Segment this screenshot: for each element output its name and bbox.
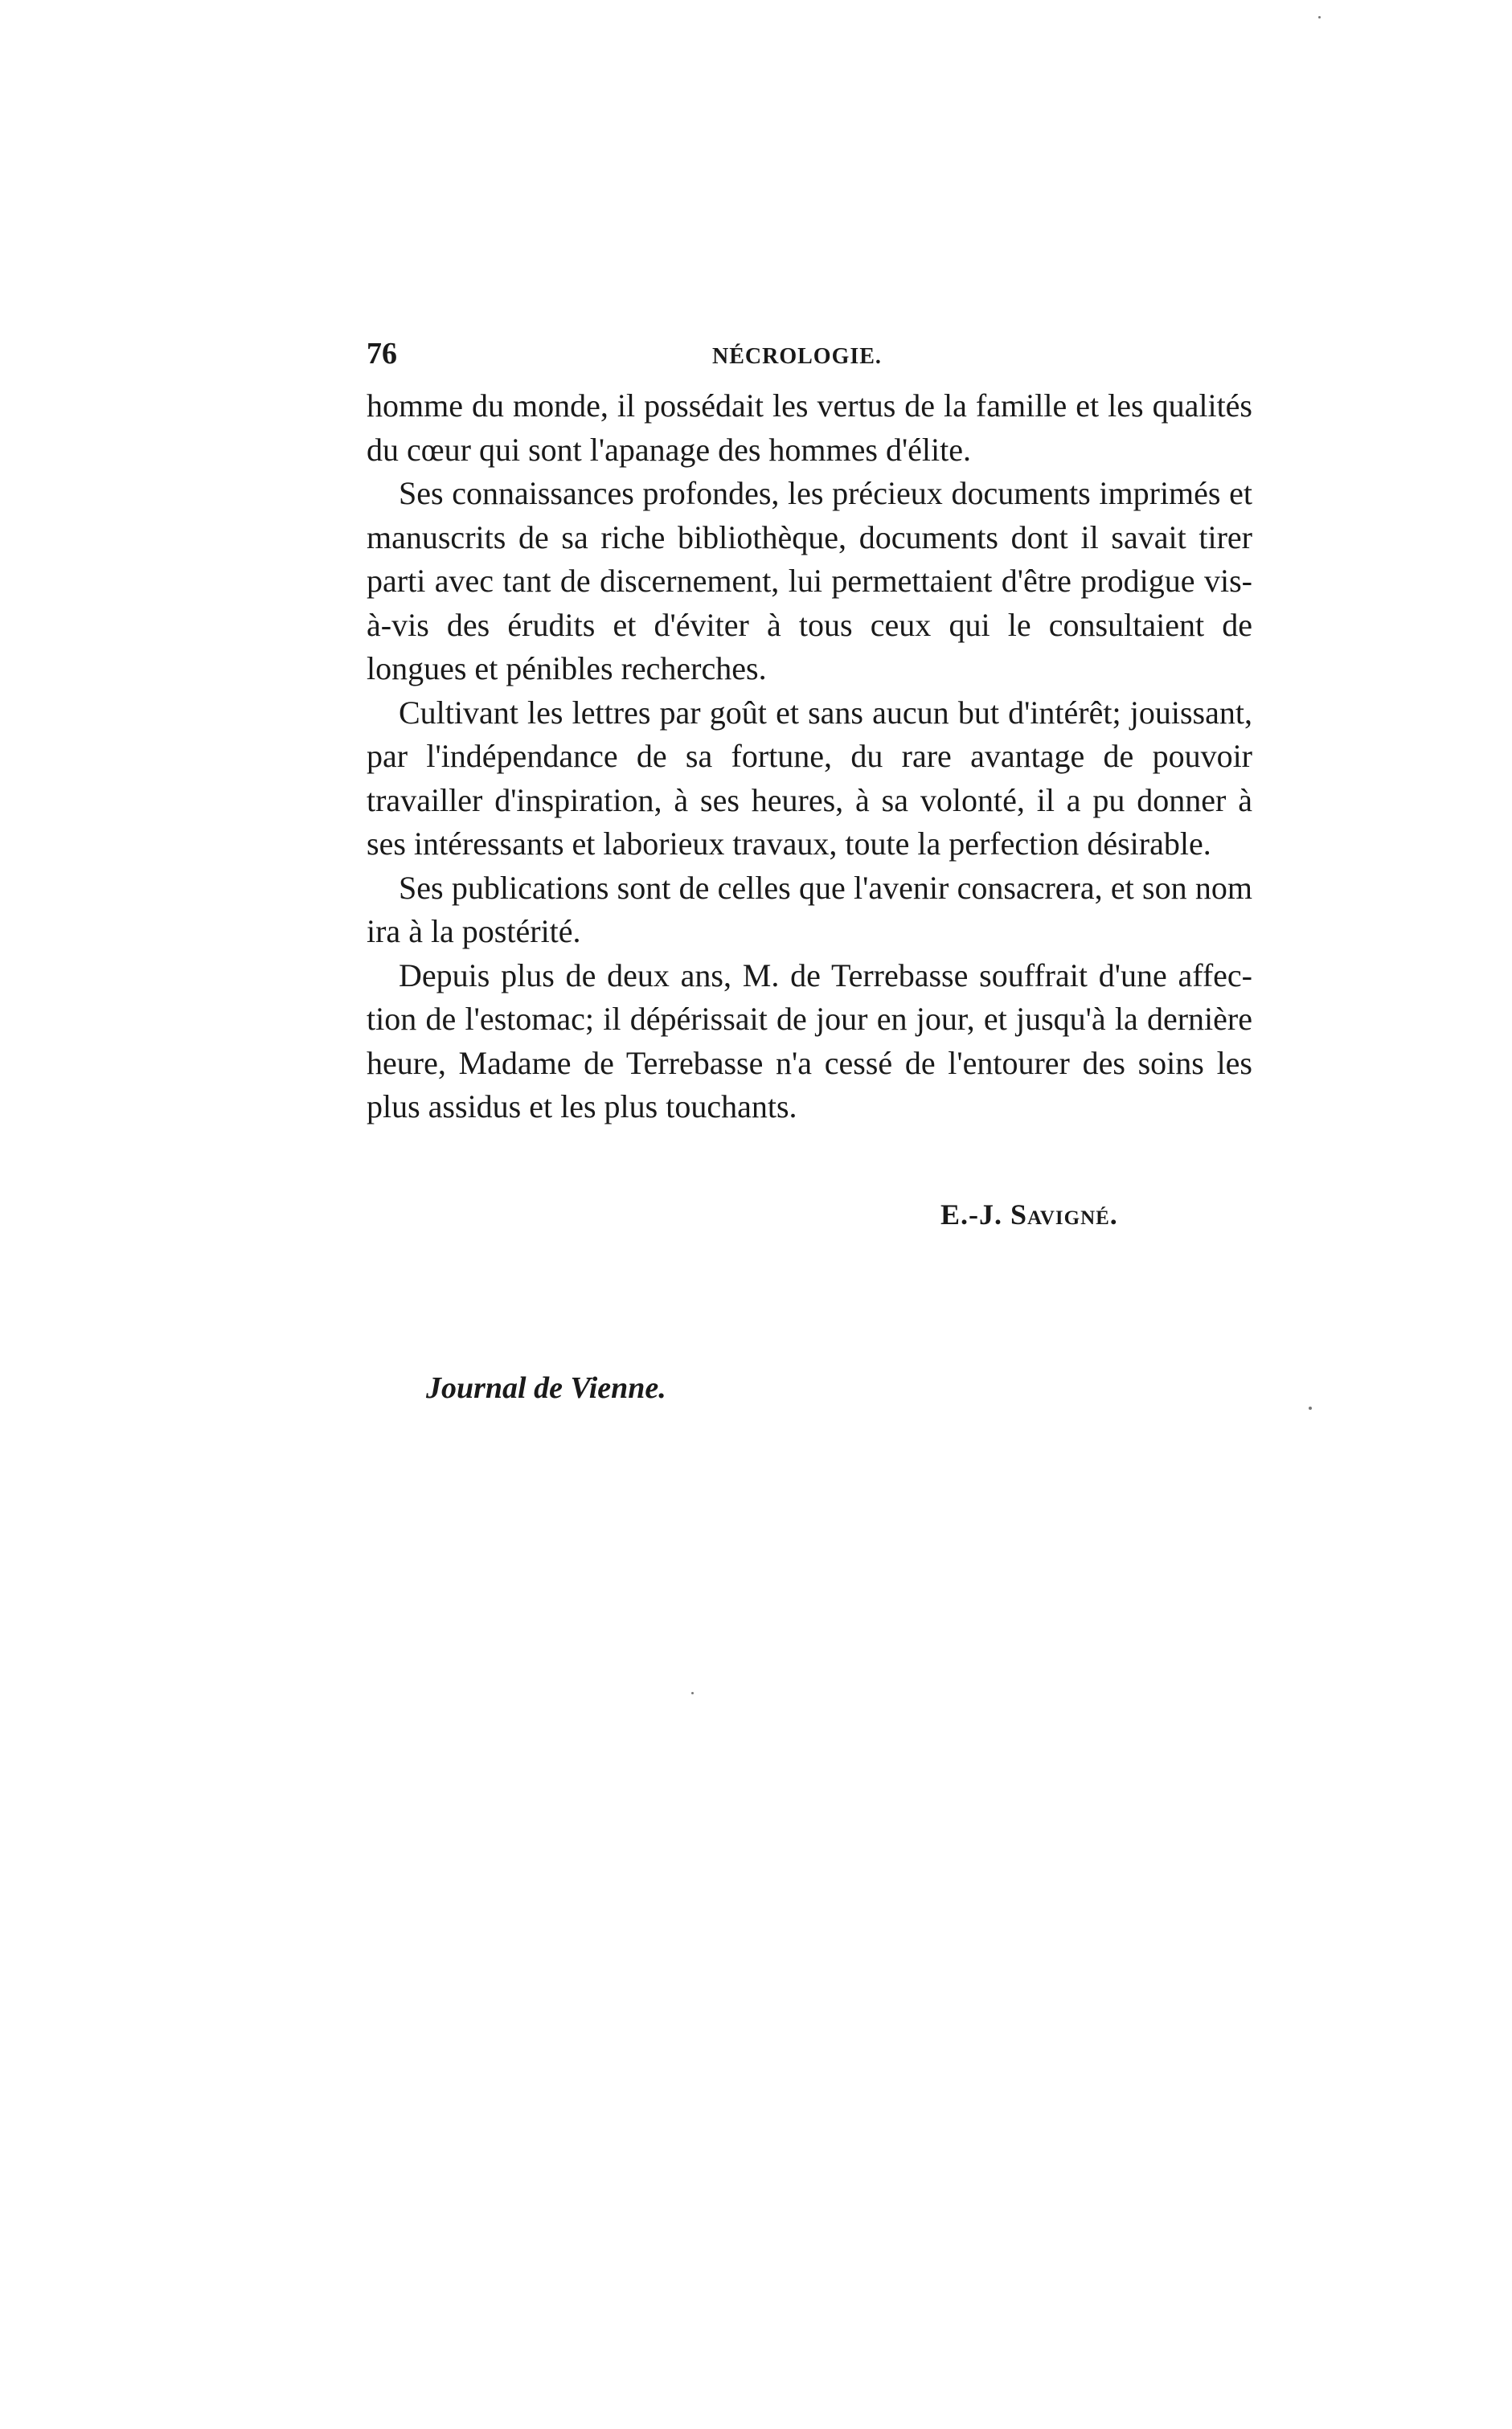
body-text	[367, 384, 1252, 1129]
page-number: 76	[367, 337, 397, 371]
source-citation: Journal de Vienne.	[426, 1371, 666, 1405]
scan-speck	[1318, 16, 1321, 18]
author-name: E.-J. Savigné.	[940, 1198, 1118, 1231]
running-head	[367, 336, 1275, 384]
author-signature	[940, 1198, 1118, 1231]
paragraph: Depuis plus de deux ans, M. de Terrebasse souffrait d'une affection de l'estomac; il dépérissait de jour en jour, et jusqu'à la dernière heure, Madame de Terrebasse n'a cessé de l'entourer des soins les plus assidus et les plus touchants.	[367, 956, 1252, 1124]
paragraph: Ses connaissances profondes, les précieux documents imprimés et manuscrits de sa riche bibliothèque, documents dont il savait tirer parti avec tant de discernement, lui permettaient d'être prodigue vis-à-vis des érudits et d'éviter à tous ceux qui le consultaient de longues et pénibles recherches.	[367, 475, 1252, 686]
paragraph: Cultivant les lettres par goût et sans aucun but d'intérêt; jouissant, par l'indépendance de sa fortune, du rare avantage de pouvoir travailler d'inspiration, à ses heures, à sa volonté, il a pu donner à ses intéressants et laborieux travaux, toute la perfection désirable.	[367, 694, 1252, 862]
section-title: NÉCROLOGIE.	[712, 344, 882, 369]
scan-speck	[691, 1692, 694, 1694]
paragraph: Ses publications sont de celles que l'avenir consacrera, et son nom ira à la postérité.	[367, 869, 1252, 949]
scan-speck	[1309, 1407, 1312, 1410]
paragraph-continued: homme du monde, il possédait les vertus de la famille et les qualités du cœur qui sont l'apanage des hommes d'élite.	[367, 387, 1252, 468]
